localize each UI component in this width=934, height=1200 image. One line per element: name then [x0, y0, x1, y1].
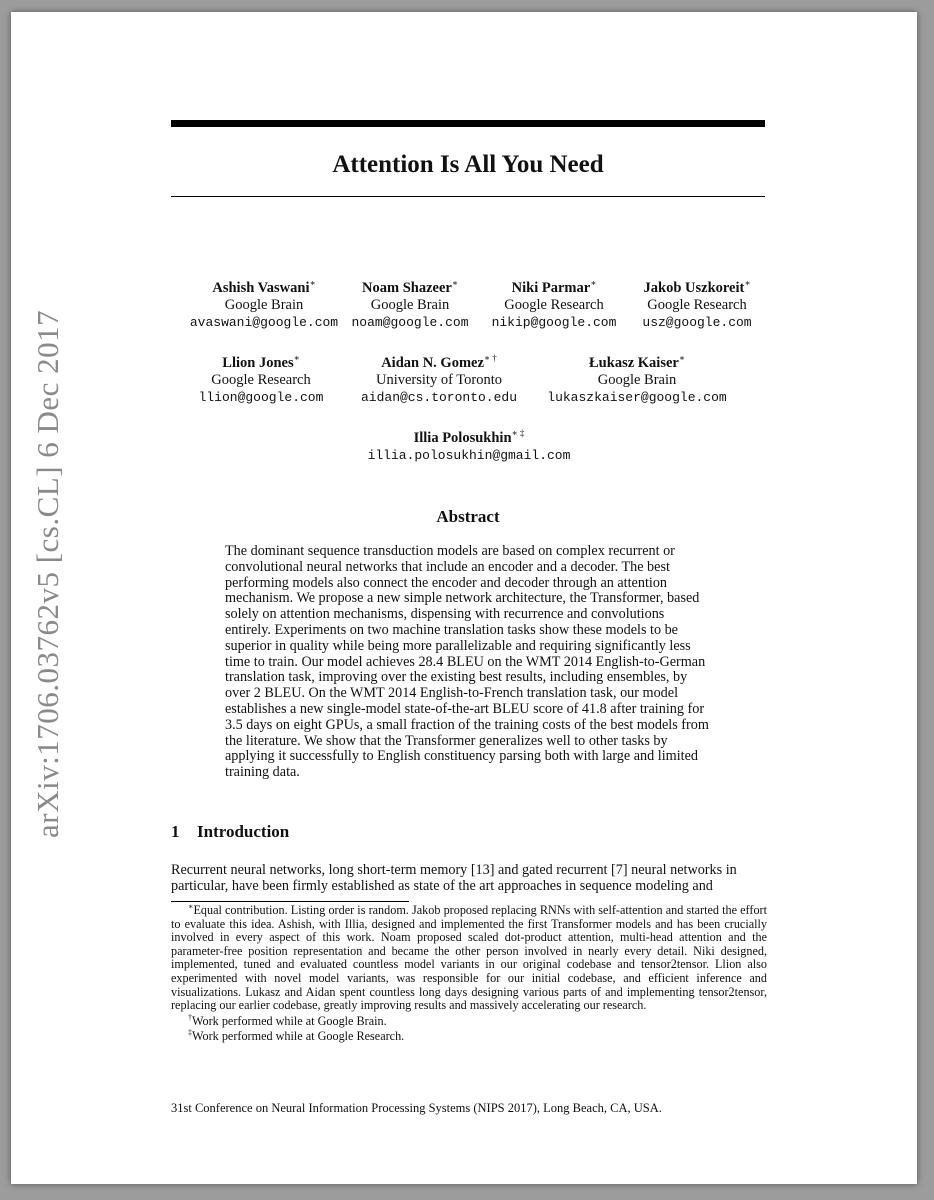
author-mark: ∗	[309, 278, 316, 289]
author-email[interactable]: llion@google.com	[198, 390, 324, 405]
author-email[interactable]: illia.polosukhin@gmail.com	[367, 448, 571, 463]
author-mark: ∗	[744, 278, 751, 289]
author-affiliation: Google Brain	[597, 372, 677, 388]
footnote-mark: †	[188, 1012, 192, 1022]
author-email[interactable]: usz@google.com	[642, 315, 752, 330]
author-block	[351, 355, 527, 406]
paper-title: Attention Is All You Need	[332, 151, 604, 178]
author-name: Illia Polosukhin	[413, 430, 512, 446]
author-block	[351, 430, 587, 464]
title-rule-top	[171, 120, 765, 127]
footnote-google-brain	[171, 1012, 767, 1029]
author-name: Niki Parmar	[511, 280, 591, 296]
author-mark: ∗ ‡	[511, 428, 525, 439]
author-block	[635, 280, 759, 331]
author-affiliation: Google Brain	[370, 297, 450, 313]
section-title: Introduction	[197, 822, 290, 841]
author-email[interactable]: noam@google.com	[351, 315, 469, 330]
author-email[interactable]: nikip@google.com	[491, 315, 617, 330]
author-name: Łukasz Kaiser	[589, 355, 679, 371]
title-rule-bottom	[171, 196, 765, 197]
abstract-text: The dominant sequence transduction models are based on complex recurrent or convolutional neural networks that include an encoder and a decoder. The best performing models also connect the encoder and decoder through an attention mechanism. We propose a new simple network architecture, the Transformer, based solely on attention mechanisms, dispensing with recurrence and convolutions entirely. Experiments on two machine translation tasks show these models to be superior in quality while being more parallelizable and requiring significantly less time to train. Our model achieves 28.4 BLEU on the WMT 2014 English-to-German translation task, improving over the existing best results, including ensembles, by over 2 BLEU. On the WMT 2014 English-to-French translation task, our model establishes a new single-model state-of-the-art BLEU score of 41.8 after training for 3.5 days on eight GPUs, a small fraction of the training costs of the best models from the literature. We show that the Transformer generalizes well to other tasks by applying it successfully to English constituency parsing both with large and limited training data.	[225, 543, 709, 781]
footnotes	[171, 901, 767, 1044]
author-email[interactable]: avaswani@google.com	[189, 315, 339, 330]
footnote-text: Work performed while at Google Research.	[192, 1029, 405, 1044]
author-affiliation: Google Research	[647, 297, 747, 313]
section-heading-introduction	[171, 821, 289, 843]
author-affiliation: Google Research	[504, 297, 604, 313]
author-block	[347, 280, 473, 331]
author-name: Llion Jones	[222, 355, 294, 371]
footnote-rule	[171, 901, 409, 902]
paper-page	[11, 12, 917, 1184]
footnote-google-research	[171, 1030, 767, 1044]
abstract-heading: Abstract	[436, 507, 500, 526]
author-name: Jakob Uszkoreit	[643, 280, 745, 296]
author-name: Noam Shazeer	[362, 280, 452, 296]
footnote-mark: ∗	[188, 901, 194, 911]
author-block	[191, 355, 331, 406]
author-mark: ∗	[678, 353, 685, 364]
author-email[interactable]: aidan@cs.toronto.edu	[360, 390, 518, 405]
author-mark: ∗	[293, 353, 300, 364]
introduction-text: Recurrent neural networks, long short-term memory [13] and gated recurrent [7] neural networks in particular, have been firmly established as state of the art approaches in sequence modeling and	[171, 862, 737, 894]
author-mark: ∗	[451, 278, 458, 289]
author-block	[547, 355, 727, 406]
footnote-text: Equal contribution. Listing order is random. Jakob proposed replacing RNNs with self-attention and started the effort to evaluate this idea. Ashish, with Illia, designed and implemented the first Transformer models and has been crucially involved in every aspect of this work. Noam proposed scaled dot-product attention, multi-head attention and the parameter-free position representation and became the other person involved in nearly every detail. Niki designed, implemented, tuned and evaluated countless model variants in our original codebase and tensor2tensor. Llion also experimented with novel model variants, was responsible for our initial codebase, and efficient inference and visualizations. Lukasz and Aidan spent countless long days designing various parts of and implementing tensor2tensor, replacing our earlier codebase, greatly improving results and massively accelerating our research.	[171, 903, 767, 1013]
author-mark: ∗ †	[483, 353, 497, 364]
author-email[interactable]: lukaszkaiser@google.com	[547, 390, 727, 405]
author-block	[489, 280, 619, 331]
author-affiliation: University of Toronto	[376, 372, 502, 388]
footnote-mark: ‡	[188, 1028, 192, 1038]
footnote-equal-contribution	[171, 901, 767, 1013]
author-block	[189, 280, 339, 331]
section-number: 1	[171, 822, 180, 841]
arxiv-identifier: arXiv:1706.03762v5 [cs.CL] 6 Dec 2017	[30, 309, 65, 838]
author-mark: ∗	[590, 278, 597, 289]
author-name: Ashish Vaswani	[212, 280, 310, 296]
conference-note: 31st Conference on Neural Information Processing Systems (NIPS 2017), Long Beach, CA, USA.	[171, 1101, 662, 1115]
author-affiliation: Google Research	[211, 372, 311, 388]
footnote-text: Work performed while at Google Brain.	[192, 1013, 387, 1028]
author-name: Aidan N. Gomez	[381, 355, 484, 371]
author-affiliation: Google Brain	[224, 297, 304, 313]
